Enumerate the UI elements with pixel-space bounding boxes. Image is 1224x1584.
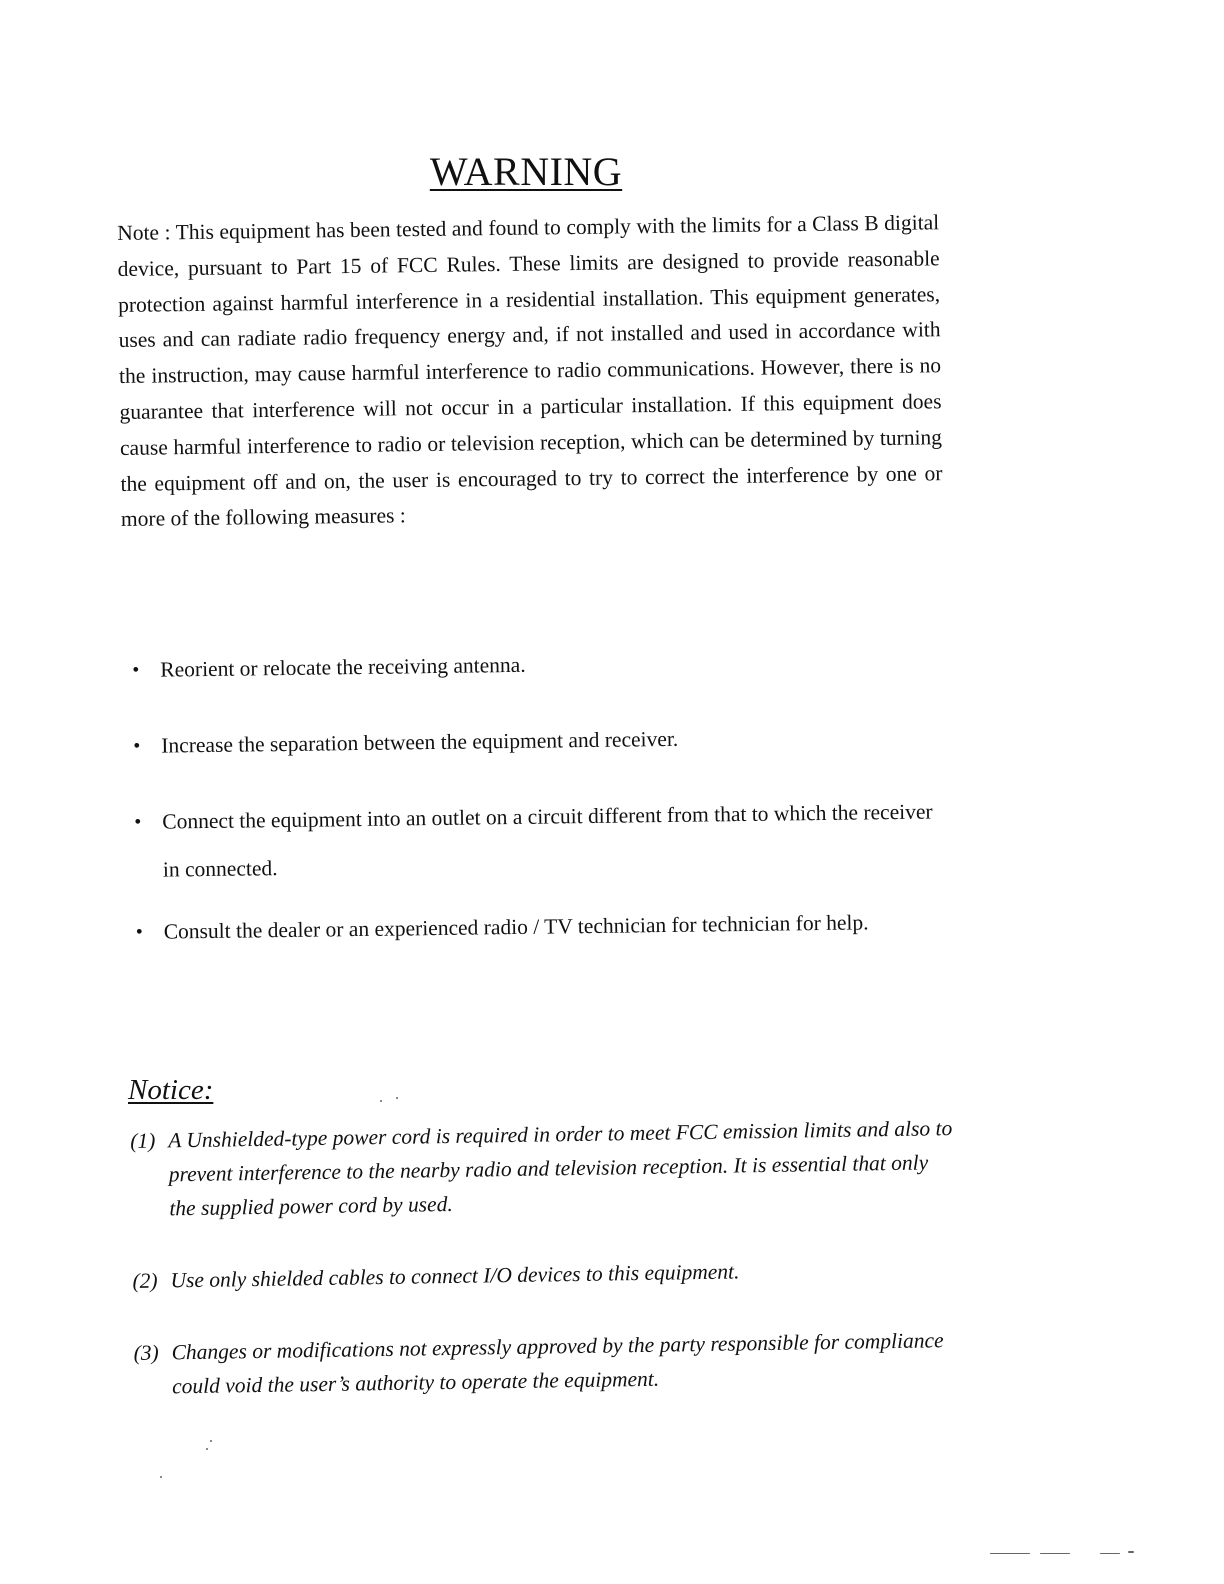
notice-heading: Notice: (128, 1074, 214, 1106)
page-title: WARNING (429, 149, 623, 194)
notice-text: Use only shielded cables to connect I/O devices to this equipment. (170, 1259, 740, 1293)
scan-speck (1100, 1553, 1120, 1554)
bullet-icon: • (133, 734, 141, 757)
list-item (132, 1251, 958, 1298)
measures-list (132, 635, 956, 956)
list-item (133, 711, 954, 770)
scan-speck (396, 1097, 398, 1099)
scan-speck (380, 1100, 382, 1102)
list-item (133, 1323, 960, 1404)
list-item (134, 787, 955, 894)
measure-text: Connect the equipment into an outlet on a circuit different from that to which the receiver in connected. (162, 799, 933, 882)
notice-text: A Unshielded-type power cord is required in order to meet FCC emission limits and also to prevent interference to the nearby radio and television reception. It is essential that only the supplied power cord by used. (168, 1116, 953, 1221)
scan-speck (990, 1553, 1030, 1554)
measure-text: Reorient or relocate the receiving antenna. (160, 652, 526, 682)
notice-number: (1) (130, 1128, 156, 1153)
notice-number: (3) (133, 1340, 159, 1365)
scan-speck (1040, 1553, 1070, 1554)
notice-text: Changes or modifications not expressly approved by the party responsible for compliance could void the user’s authority to operate the equipment. (171, 1328, 944, 1399)
bullet-icon: • (132, 658, 140, 681)
scan-speck (1128, 1551, 1134, 1553)
fcc-note-paragraph: Note : This equipment has been tested and found to comply with the limits for a Class B digital device, pursuant to Part 15 of FCC Rules. These limits are designed to provide reasonable protection against harmful interference in a residential installation. This equipment generates, uses and can radiate radio frequency energy and, if not installed and used in accordance with the instruction, may cause harmful interference to radio communications. However, there is no guarantee that interference will not occur in a particular installation. If this equipment does cause harmful interference to radio or television reception, which can be determined by turning the equipment off and on, the user is encouraged to try to correct the interference by one or more of the following measures : (117, 210, 943, 532)
measure-text: Increase the separation between the equipment and receiver. (161, 726, 679, 758)
scan-speck (210, 1440, 212, 1442)
notices-list (130, 1111, 960, 1404)
scan-speck (206, 1448, 208, 1450)
notice-number: (2) (132, 1268, 158, 1293)
bullet-icon: • (135, 920, 143, 943)
bullet-icon: • (134, 810, 142, 833)
list-item (135, 897, 956, 956)
measure-text: Consult the dealer or an experienced radio / TV technician for technician for help. (163, 910, 869, 944)
list-item (132, 635, 953, 694)
list-item (130, 1111, 958, 1226)
scan-speck (160, 1476, 162, 1478)
